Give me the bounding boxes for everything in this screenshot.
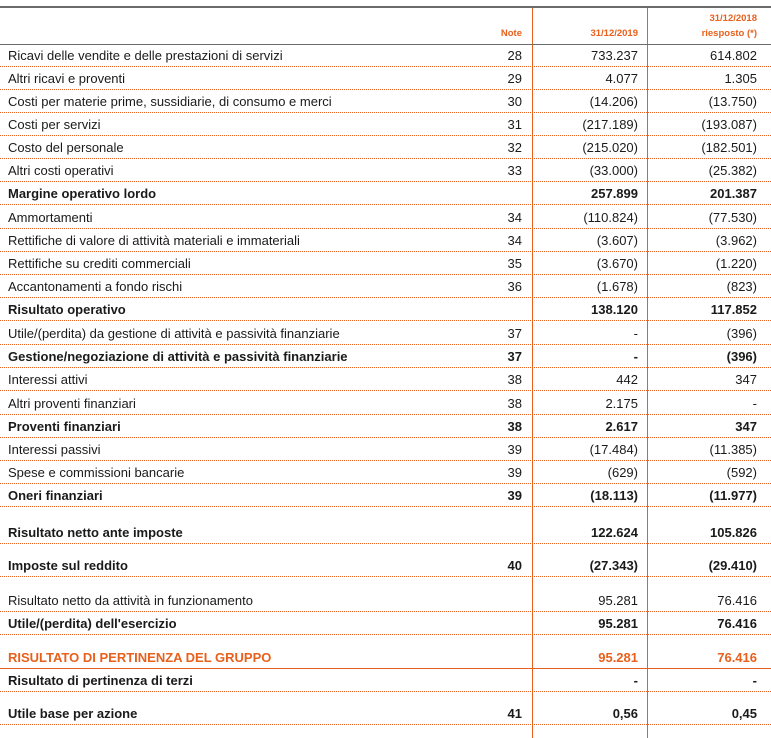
table-row <box>0 114 771 136</box>
row-value-2019: 2.175 <box>605 396 638 411</box>
row-value-2019: 95.281 <box>598 616 638 631</box>
table-row <box>0 613 771 635</box>
row-separator <box>0 158 771 159</box>
row-note: 32 <box>507 140 522 155</box>
row-value-2018: (11.977) <box>709 488 757 503</box>
row-separator <box>0 251 771 252</box>
row-separator <box>0 204 771 205</box>
row-note: 31 <box>507 117 522 132</box>
table-row <box>0 416 771 438</box>
row-label: Ammortamenti <box>8 210 93 225</box>
row-value-2018: 0,45 <box>731 706 757 721</box>
table-row <box>0 485 771 507</box>
table-row <box>0 299 771 321</box>
row-note: 38 <box>507 396 522 411</box>
row-note: 37 <box>507 349 522 364</box>
row-value-2018: 76.416 <box>717 650 757 665</box>
table-row <box>0 369 771 391</box>
row-separator <box>0 483 771 484</box>
row-value-2019: (3.607) <box>596 233 638 248</box>
row-separator <box>0 367 771 368</box>
row-value-2018: 347 <box>735 372 757 387</box>
row-label: Costi per materie prime, sussidiarie, di consumo e merci <box>8 94 332 109</box>
row-separator <box>0 112 771 113</box>
row-value-2018: 614.802 <box>710 48 757 63</box>
row-label: Spese e commissioni bancarie <box>8 465 185 480</box>
row-value-2018: (29.410) <box>708 558 757 573</box>
table-row <box>0 323 771 345</box>
row-separator <box>0 506 771 507</box>
row-note: 39 <box>507 465 522 480</box>
row-note: 34 <box>507 233 522 248</box>
row-value-2019: - <box>633 349 638 364</box>
row-note: 35 <box>507 256 522 271</box>
row-label: Utile base per azione <box>8 706 138 721</box>
row-label: Risultato operativo <box>8 302 126 317</box>
row-note: 37 <box>507 326 522 341</box>
row-label: Altri proventi finanziari <box>8 396 136 411</box>
table-row <box>0 68 771 90</box>
row-value-2018: (25.382) <box>708 163 757 178</box>
row-value-2019: 95.281 <box>598 650 638 665</box>
row-value-2018: - <box>752 673 757 688</box>
row-note: 39 <box>507 488 522 503</box>
row-label: Costo del personale <box>8 140 124 155</box>
row-value-2019: (110.824) <box>583 210 638 225</box>
row-value-2019: (33.000) <box>589 163 638 178</box>
row-label: Proventi finanziari <box>8 419 121 434</box>
row-label: Utile/(perdita) da gestione di attività e passività finanziarie <box>8 326 340 341</box>
row-label: Risultato netto ante imposte <box>8 525 183 540</box>
row-value-2019: 4.077 <box>605 71 638 86</box>
row-label: Utile/(perdita) dell'esercizio <box>8 616 177 631</box>
row-value-2019: (629) <box>607 465 638 480</box>
row-value-2018: (182.501) <box>701 140 757 155</box>
row-separator <box>0 66 771 67</box>
row-label: Accantonamenti a fondo rischi <box>8 279 183 294</box>
row-separator <box>0 89 771 90</box>
row-value-2018: (77.530) <box>708 210 757 225</box>
row-note: 34 <box>507 210 522 225</box>
row-value-2018: (1.220) <box>715 256 757 271</box>
table-row <box>0 462 771 484</box>
row-value-2019: - <box>633 326 638 341</box>
row-value-2019: (18.113) <box>590 488 638 503</box>
header-2018: 31/12/2018 <box>709 13 757 24</box>
row-value-2018: (823) <box>726 279 757 294</box>
row-separator <box>0 543 771 544</box>
row-value-2019: 257.899 <box>591 186 638 201</box>
row-value-2019: (27.343) <box>589 558 638 573</box>
row-note: 41 <box>507 706 522 721</box>
row-value-2018: 1.305 <box>724 71 757 86</box>
row-value-2018: (11.385) <box>709 442 757 457</box>
row-value-2019: 733.237 <box>591 48 638 63</box>
table-row <box>0 276 771 298</box>
row-separator <box>0 668 771 669</box>
table-row <box>0 183 771 205</box>
row-label: Altri costi operativi <box>8 163 114 178</box>
row-label: Oneri finanziari <box>8 488 103 503</box>
row-value-2018: (396) <box>726 326 757 341</box>
row-value-2018: (3.962) <box>715 233 757 248</box>
row-note: 33 <box>507 163 522 178</box>
row-note: 29 <box>507 71 522 86</box>
row-label: Risultato di pertinenza di terzi <box>8 673 193 688</box>
table-row <box>0 703 771 725</box>
table-row <box>0 555 771 577</box>
table-row <box>0 253 771 275</box>
row-note: 38 <box>507 372 522 387</box>
row-separator <box>0 576 771 577</box>
row-label: Interessi attivi <box>8 372 88 387</box>
table-header <box>0 8 771 44</box>
row-value-2019: - <box>633 673 638 688</box>
row-separator <box>0 724 771 725</box>
row-label: Risultato netto da attività in funzionamento <box>8 593 253 608</box>
table-row <box>0 137 771 159</box>
row-value-2018: 76.416 <box>717 593 757 608</box>
row-value-2019: 442 <box>616 372 638 387</box>
row-value-2018: 117.852 <box>710 302 757 317</box>
row-value-2018: (193.087) <box>701 117 757 132</box>
row-value-2019: (1.678) <box>596 279 638 294</box>
row-label: Interessi passivi <box>8 442 101 457</box>
row-label: Margine operativo lordo <box>8 186 157 201</box>
row-separator <box>0 691 771 692</box>
row-note: 30 <box>507 94 522 109</box>
row-value-2018: 105.826 <box>710 525 757 540</box>
row-value-2018: 201.387 <box>710 186 757 201</box>
header-2018-restated: riesposto (*) <box>701 28 757 39</box>
table-row <box>0 207 771 229</box>
row-note: 39 <box>507 442 522 457</box>
row-value-2018: 347 <box>735 419 757 434</box>
row-note: 36 <box>507 279 522 294</box>
table-row <box>0 647 771 669</box>
table-row <box>0 439 771 461</box>
row-value-2019: 0,56 <box>612 706 638 721</box>
row-label: Imposte sul reddito <box>8 558 128 573</box>
table-row <box>0 522 771 544</box>
table-row <box>0 160 771 182</box>
row-value-2019: (215.020) <box>582 140 638 155</box>
row-separator <box>0 320 771 321</box>
row-value-2019: 122.624 <box>591 525 638 540</box>
row-value-2019: (14.206) <box>589 94 638 109</box>
row-separator <box>0 274 771 275</box>
row-label: Rettifiche di valore di attività materiali e immateriali <box>8 233 300 248</box>
row-value-2019: (17.484) <box>589 442 638 457</box>
row-separator <box>0 297 771 298</box>
header-2019: 31/12/2019 <box>590 28 638 39</box>
row-value-2019: (217.189) <box>582 117 638 132</box>
row-label: Costi per servizi <box>8 117 101 132</box>
row-separator <box>0 228 771 229</box>
row-note: 28 <box>507 48 522 63</box>
row-value-2018: (396) <box>726 349 757 364</box>
row-separator <box>0 344 771 345</box>
row-separator <box>0 414 771 415</box>
row-value-2019: 2.617 <box>605 419 638 434</box>
row-note: 40 <box>507 558 522 573</box>
table-row <box>0 670 771 692</box>
table-row <box>0 91 771 113</box>
row-value-2019: 138.120 <box>591 302 638 317</box>
row-label: Rettifiche su crediti commerciali <box>8 256 191 271</box>
row-value-2018: (13.750) <box>708 94 757 109</box>
table-row <box>0 346 771 368</box>
row-value-2019: (3.670) <box>596 256 638 271</box>
row-label: Ricavi delle vendite e delle prestazioni di servizi <box>8 48 283 63</box>
row-value-2019: 95.281 <box>598 593 638 608</box>
row-note: 38 <box>507 419 522 434</box>
row-separator <box>0 634 771 635</box>
row-value-2018: (592) <box>726 465 757 480</box>
row-value-2018: - <box>752 396 757 411</box>
row-label: Altri ricavi e proventi <box>8 71 126 86</box>
row-separator <box>0 611 771 612</box>
table-row <box>0 45 771 67</box>
row-label: Gestione/negoziazione di attività e passività finanziarie <box>8 349 348 364</box>
table-row <box>0 590 771 612</box>
row-separator <box>0 460 771 461</box>
row-separator <box>0 135 771 136</box>
row-separator <box>0 181 771 182</box>
row-label: RISULTATO DI PERTINENZA DEL GRUPPO <box>8 650 272 665</box>
header-note: Note <box>500 28 522 39</box>
table-row <box>0 230 771 252</box>
row-separator <box>0 437 771 438</box>
table-row <box>0 393 771 415</box>
row-value-2018: 76.416 <box>717 616 757 631</box>
row-separator <box>0 390 771 391</box>
